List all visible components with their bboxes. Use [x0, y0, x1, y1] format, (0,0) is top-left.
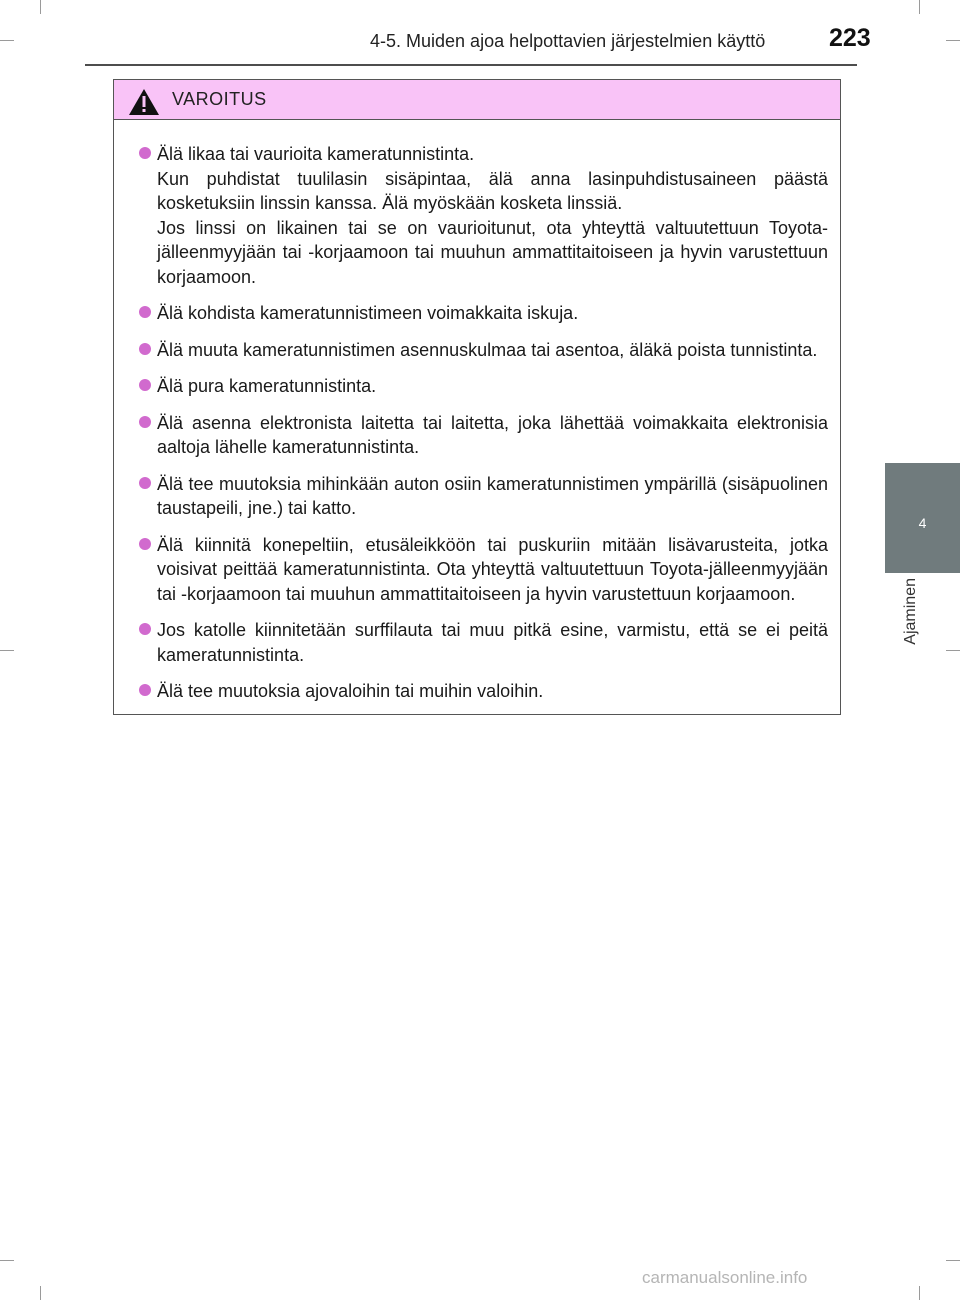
bullet-icon [139, 147, 151, 159]
warning-text: Älä tee muutoksia ajovaloihin tai muihin valoihin. [157, 681, 544, 701]
warning-text: Älä muuta kameratunnistimen asennuskulmaa tai asentoa, äläkä poista tunnistinta. [157, 339, 818, 360]
page-number: 223 [829, 24, 871, 52]
chapter-label [902, 578, 922, 668]
warning-text: Älä likaa tai vaurioita kameratunnistinta. [157, 144, 475, 164]
bullet-icon [139, 416, 151, 428]
warning-item [139, 411, 828, 460]
warning-text: Jos linssi on likainen tai se on vaurioitunut, ota yhteyttä valtuutettuun Toyota-jälleenmyyjään tai -korjaamoon tai muuhun ammattitaitoiseen ja hyvin varustettuun korjaamoon. [157, 217, 828, 287]
header-rule [85, 64, 857, 66]
chapter-tab [885, 463, 960, 573]
crop-mark [946, 650, 960, 651]
warning-text: Älä tee muutoksia mihinkään auton osiin kameratunnistimen ympärillä (sisäpuolinen taustapeili, jne.) tai katto. [157, 473, 828, 518]
bullet-icon [139, 684, 151, 696]
warning-box [113, 79, 841, 715]
crop-mark [946, 40, 960, 41]
chapter-number: 4 [918, 515, 927, 531]
crop-mark [0, 1260, 14, 1261]
bullet-icon [139, 623, 151, 635]
warning-triangle-icon [128, 88, 160, 116]
bullet-icon [139, 379, 151, 391]
crop-mark [946, 1260, 960, 1261]
bullet-icon [139, 306, 151, 318]
watermark: carmanualsonline.info [642, 1268, 808, 1287]
warning-item [139, 301, 828, 326]
chapter-label-text: Ajaminen [902, 578, 919, 645]
warning-item [139, 533, 828, 607]
crop-mark [0, 40, 14, 41]
warning-text: Älä asenna elektronista laitetta tai laitetta, joka lähettää voimakkaita elektronisia aaltoja lähelle kameratunnistinta. [157, 412, 828, 457]
crop-mark [919, 0, 920, 14]
warning-item [139, 472, 828, 521]
bullet-icon [139, 477, 151, 489]
warning-item [139, 374, 828, 399]
warning-text: Jos katolle kiinnitetään surffilauta tai muu pitkä esine, varmistu, että se ei peitä kameratunnistinta. [157, 620, 828, 665]
crop-mark [40, 1286, 41, 1300]
warning-header [114, 80, 840, 120]
warning-item [139, 618, 828, 667]
warning-text: Älä kohdista kameratunnistimeen voimakkaita iskuja. [157, 303, 579, 323]
warning-label: VAROITUS [172, 89, 267, 109]
warning-item [139, 679, 828, 704]
warning-text: Älä kiinnitä konepeltiin, etusäleikköön tai puskuriin mitään lisävarusteita, jotka voisivat peittää kameratunnistinta. Ota yhteyttä valtuutettuun Toyota-jälleenmyyjään tai -korjaamoon tai muuhun ammattitaitoiseen ja hyvin varustettuun korjaamoon. [157, 534, 828, 604]
crop-mark [40, 0, 41, 14]
crop-mark [919, 1286, 920, 1300]
bullet-icon [139, 343, 151, 355]
section-title: 4-5. Muiden ajoa helpottavien järjestelmien käyttö [370, 31, 766, 51]
warning-item [139, 338, 828, 363]
bullet-icon [139, 538, 151, 550]
crop-mark [0, 650, 14, 651]
warning-item [139, 142, 828, 289]
warning-text: Kun puhdistat tuulilasin sisäpintaa, älä anna lasinpuhdistusaineen päästä kosketuksiin linssin kanssa. Älä myöskään kosketa linssiä. [157, 168, 828, 213]
warning-list [114, 120, 840, 704]
warning-text: Älä pura kameratunnistinta. [157, 376, 377, 396]
